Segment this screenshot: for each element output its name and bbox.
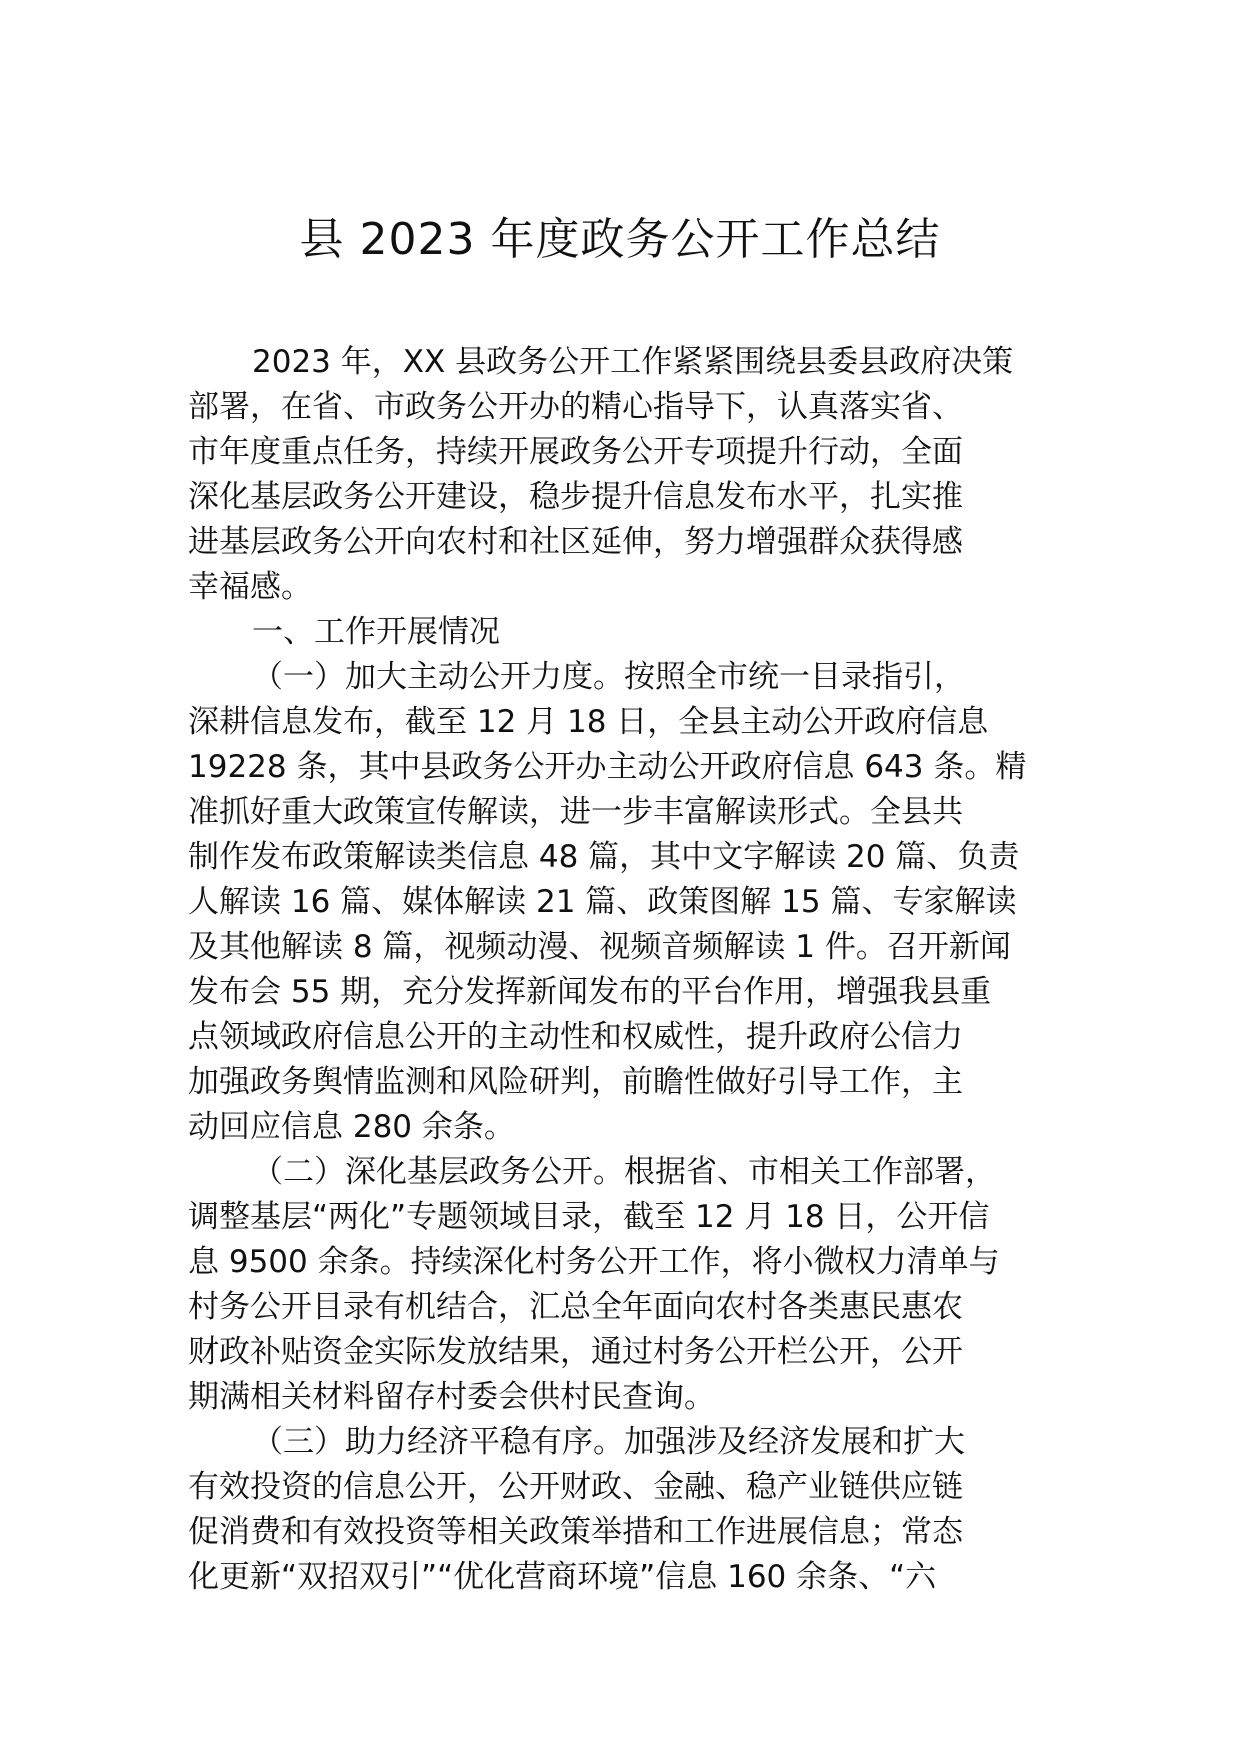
body-text-line: 财政补贴资金实际发放结果，通过村务公开栏公开，公开 — [188, 1334, 963, 1370]
body-text-line: 2023 年，XX 县政务公开工作紧紧围绕县委县政府决策 — [252, 344, 1014, 380]
body-text-line: 促消费和有效投资等相关政策举措和工作进展信息；常态 — [188, 1514, 963, 1550]
body-text-line: （三）助力经济平稳有序。加强涉及经济发展和扩大 — [252, 1424, 965, 1460]
body-text-line: 准抓好重大政策宣传解读，进一步丰富解读形式。全县共 — [188, 794, 963, 830]
body-text-line: 一、工作开展情况 — [252, 614, 500, 650]
body-text-line: 进基层政务公开向农村和社区延伸，努力增强群众获得感 — [188, 524, 963, 560]
document-body — [188, 340, 1068, 1600]
body-text-line: 人解读 16 篇、媒体解读 21 篇、政策图解 15 篇、专家解读 — [188, 884, 1017, 920]
body-text-line: 制作发布政策解读类信息 48 篇，其中文字解读 20 篇、负责 — [188, 839, 1020, 875]
body-text-line: 化更新“双招双引”“优化营商环境”信息 160 余条、“六 — [188, 1559, 937, 1595]
body-text-line: 点领域政府信息公开的主动性和权威性，提升政府公信力 — [188, 1019, 963, 1055]
body-text-line: 市年度重点任务，持续开展政务公开专项提升行动，全面 — [188, 434, 963, 470]
body-text-line: 动回应信息 280 余条。 — [188, 1109, 515, 1145]
body-text-line: 村务公开目录有机结合，汇总全年面向农村各类惠民惠农 — [188, 1289, 963, 1325]
body-text-line: （二）深化基层政务公开。根据省、市相关工作部署， — [252, 1154, 996, 1190]
body-text-line: 深化基层政务公开建设，稳步提升信息发布水平，扎实推 — [188, 479, 963, 515]
body-text-line: 息 9500 余条。持续深化村务公开工作，将小微权力清单与 — [188, 1244, 1000, 1280]
body-text-line: 及其他解读 8 篇，视频动漫、视频音频解读 1 件。召开新闻 — [188, 929, 1011, 965]
body-text-line: 19228 条，其中县政务公开办主动公开政府信息 643 条。精 — [188, 749, 1027, 785]
body-text-line: 有效投资的信息公开，公开财政、金融、稳产业链供应链 — [188, 1469, 963, 1505]
body-text-line: 幸福感。 — [188, 569, 312, 605]
body-text-line: 深耕信息发布，截至 12 月 18 日，全县主动公开政府信息 — [188, 704, 989, 740]
body-text-line: 调整基层“两化”专题领域目录，截至 12 月 18 日，公开信 — [188, 1199, 990, 1235]
body-text-line: （一）加大主动公开力度。按照全市统一目录指引， — [252, 659, 965, 695]
body-text-line: 发布会 55 期，充分发挥新闻发布的平台作用，增强我县重 — [188, 974, 992, 1010]
body-text-line: 部署，在省、市政务公开办的精心指导下，认真落实省、 — [188, 389, 963, 425]
body-text-line: 期满相关材料留存村委会供村民查询。 — [188, 1379, 715, 1415]
body-text-line: 加强政务舆情监测和风险研判，前瞻性做好引导工作，主 — [188, 1064, 963, 1100]
document-title: 县 2023 年度政务公开工作总结 — [299, 214, 941, 265]
